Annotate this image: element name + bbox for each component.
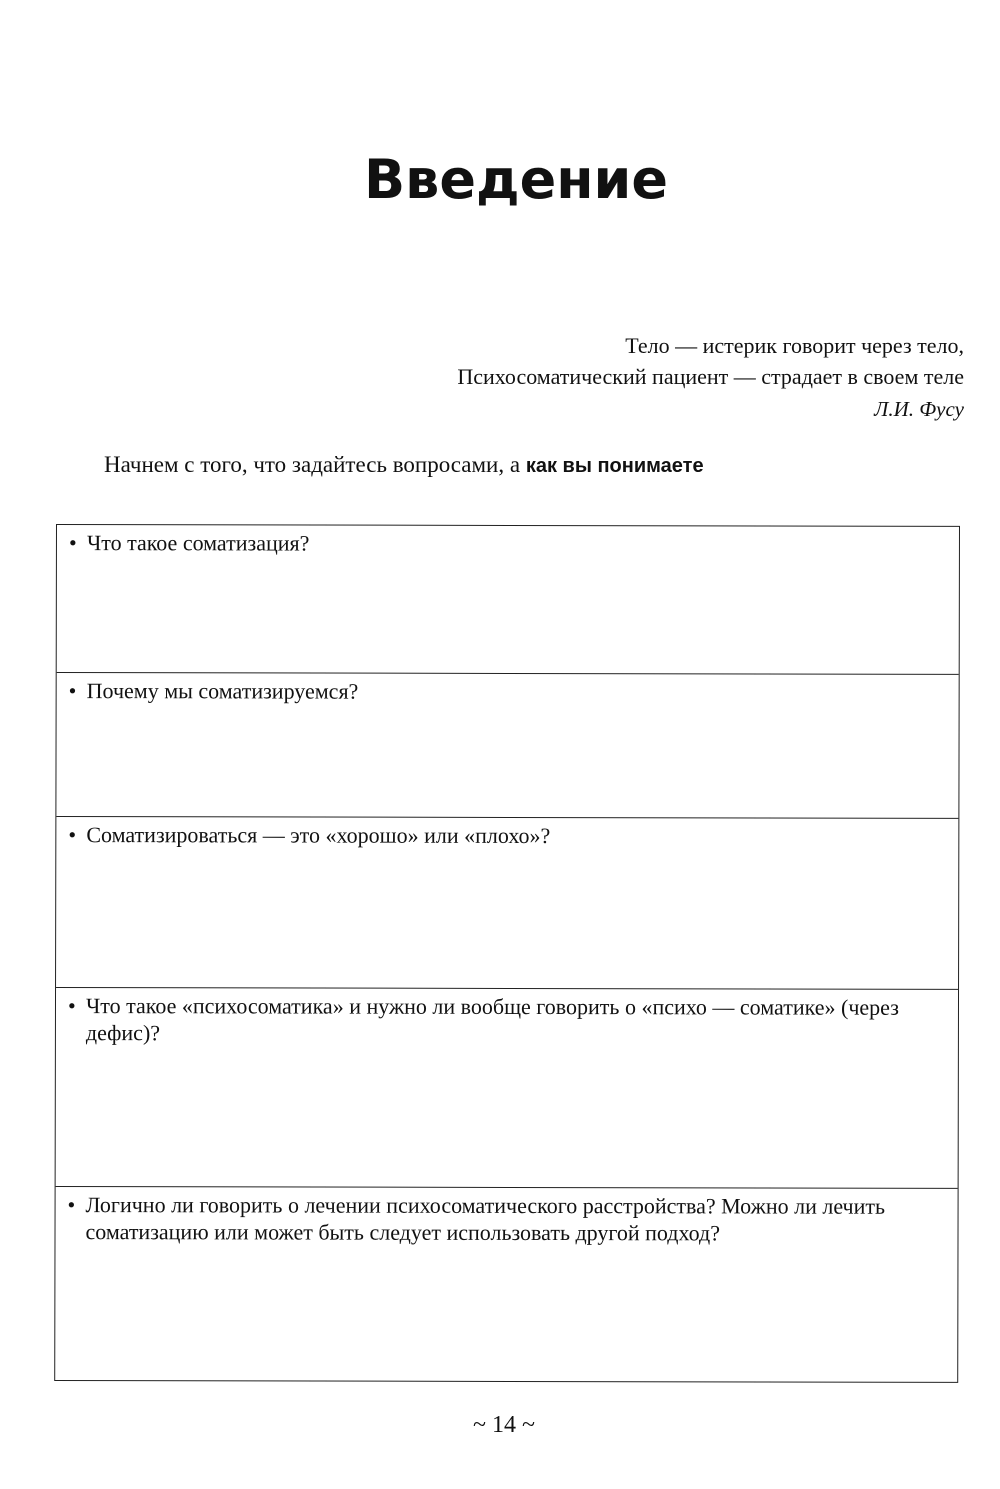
bullet-icon: • — [68, 530, 77, 556]
page-title: Введение — [364, 148, 668, 211]
intro-text: Начнем с того, что задайтесь вопросами, а — [104, 452, 526, 477]
epigraph-author: Л.И. Фусу — [874, 397, 964, 421]
page-number: ~ 14 ~ — [473, 1412, 535, 1438]
question-text: Логично ли говорить о лечении психосоматического расстройства? Можно ли лечить соматизацию или может быть следует использовать другой подход? — [85, 1192, 886, 1246]
epigraph — [457, 330, 964, 425]
question-row[interactable] — [55, 1186, 957, 1382]
question-row[interactable] — [56, 816, 958, 989]
questions-table — [54, 524, 960, 1383]
question-text: Соматизироваться — это «хорошо» или «плохо»? — [86, 822, 551, 849]
question-row[interactable] — [56, 987, 958, 1188]
question-row[interactable] — [57, 525, 959, 674]
question-row[interactable] — [56, 672, 958, 818]
bullet-icon: • — [68, 822, 77, 848]
bullet-icon: • — [67, 993, 76, 1019]
epigraph-line: Психосоматический пациент — страдает в своем теле — [457, 364, 964, 389]
bullet-icon: • — [68, 678, 77, 704]
bullet-icon: • — [67, 1192, 76, 1218]
epigraph-line: Тело — истерик говорит через тело, — [625, 333, 964, 358]
question-text: Почему мы соматизируемся? — [86, 678, 359, 704]
question-text: Что такое «психосоматика» и нужно ли вообще говорить о «психо — соматике» (через дефис)? — [85, 993, 899, 1046]
intro-paragraph — [104, 452, 704, 478]
question-text: Что такое соматизация? — [86, 530, 310, 556]
intro-bold-text: как вы понимаете — [525, 455, 704, 477]
